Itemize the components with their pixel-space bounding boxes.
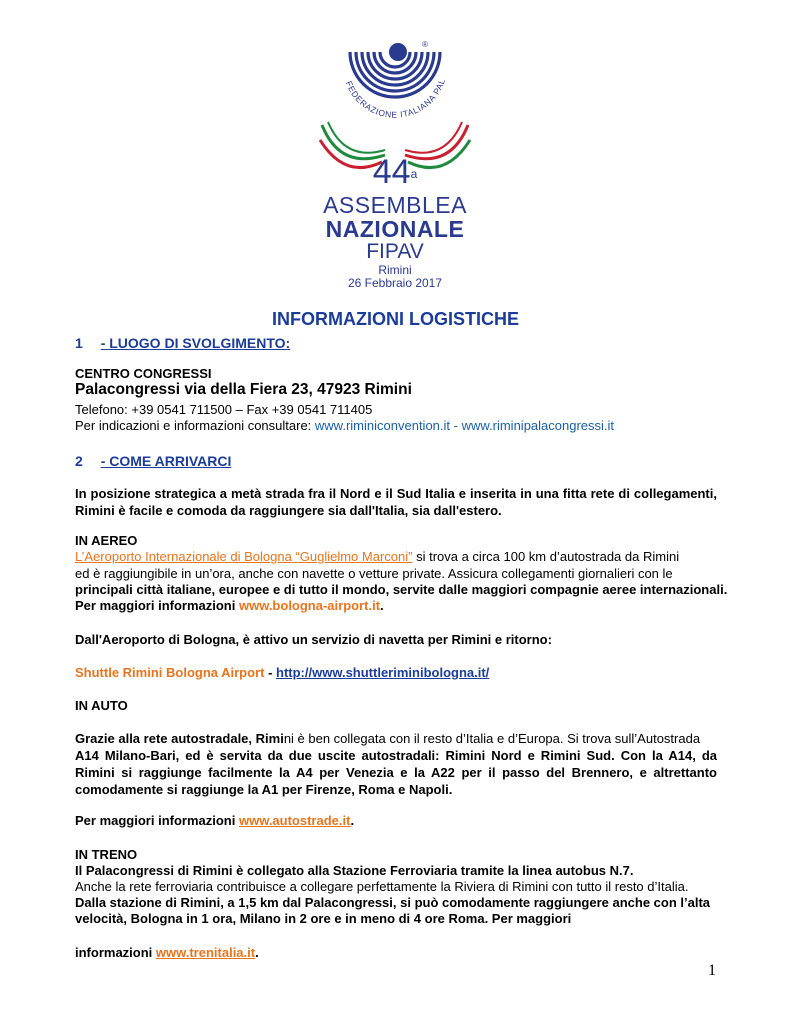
trenitalia-link[interactable]: www.trenitalia.it <box>155 945 256 960</box>
shuttle-link[interactable]: http://www.shuttleriminibologna.it/ <box>276 665 490 680</box>
aereo-line2: ed è raggiungibile in un’ora, anche con navette o vetture private. Assicura collegamenti giornalieri con le <box>75 566 673 581</box>
registered-mark: ® <box>422 40 428 49</box>
venue-name: Palacongressi via della Fiera 23, 47923 Rimini <box>75 381 412 398</box>
aereo-line3: principali città italiane, europee e di tutto il mondo, servite dalle maggiori compagnie aeree internazionali. <box>75 582 728 597</box>
ball-icon <box>389 43 407 61</box>
section2-intro: In posizione strategica a metà strada fra il Nord e il Sud Italia e inserita in una fitta rete di collegamenti, Rimini è facile e comoda da raggiungere sia dall'Italia, sia dall'estero. <box>75 486 717 518</box>
page-title: INFORMAZIONI LOGISTICHE <box>272 309 519 329</box>
venue-phone: Telefono: +39 0541 711500 – Fax +39 0541 711405 <box>75 402 373 417</box>
venue-label: CENTRO CONGRESSI <box>75 366 212 381</box>
page-number: 1 <box>708 962 716 979</box>
section1-number: 1 <box>75 335 83 351</box>
section2-heading-text: - COME ARRIVARCI <box>100 453 232 469</box>
auto-more: Per maggiori informazioni www.autostrade.it. <box>75 813 355 828</box>
bologna-airport-link[interactable]: www.bologna-airport.it <box>238 598 381 613</box>
airport-link[interactable]: L’Aeroporto Internazionale di Bologna “Guglielmo Marconi” <box>75 549 413 564</box>
svg-text:FEDERAZIONE ITALIANA PALLAVOLO: FEDERAZIONE ITALIANA PAL <box>343 77 448 120</box>
treno-line3: Dalla stazione di Rimini, a 1,5 km dal Palacongressi, si può comodamente raggiungere anche con l’alta <box>75 895 711 910</box>
shuttle-line: Shuttle Rimini Bologna Airport - http://www.shuttleriminibologna.it/ <box>75 665 490 680</box>
auto-line1: Grazie alla rete autostradale, Rimini è ben collegata con il resto d’Italia e d’Europa. Si trova sull’Autostrada <box>75 731 701 746</box>
shuttle-name: Shuttle Rimini Bologna Airport <box>75 665 265 680</box>
aereo-line1: L’Aeroporto Internazionale di Bologna “Guglielmo Marconi” si trova a circa 100 km d’autostrada da Rimini <box>75 549 680 564</box>
logo-line2: NAZIONALE <box>325 216 465 242</box>
treno-more: informazioni www.trenitalia.it. <box>75 945 259 960</box>
treno-line2: Anche la rete ferroviaria contribuisce a collegare perfettamente la Riviera di Rimini con tutto il resto d’Italia. <box>75 879 689 894</box>
logo-date: 26 Febbraio 2017 <box>347 276 443 290</box>
auto-body: A14 Milano-Bari, ed è servita da due uscite autostradali: Rimini Nord e Rimini Sud. Con la A14, da Rimini si raggiunge facilmente la A4 per Venezia e la A22 per il passo del Brennero, e altrettanto comodamente si raggiunge la A1 per Firenze, Roma e Napoli. <box>75 748 717 797</box>
section2-heading <box>75 453 231 469</box>
section1-heading-text: - LUOGO DI SVOLGIMENTO: <box>100 335 291 351</box>
treno-heading: IN TRENO <box>75 847 138 862</box>
riminipalacongressi-link[interactable]: www.riminipalacongressi.it <box>461 418 615 433</box>
venue-info: Per indicazioni e informazioni consultare: www.riminiconvention.it - www.riminipalacongressi.it <box>75 418 615 433</box>
logo-city: Rimini <box>378 263 412 277</box>
fipav-logo <box>300 30 490 292</box>
treno-line1: Il Palacongressi di Rimini è collegato alla Stazione Ferroviaria tramite la linea autobus N.7. <box>75 863 634 878</box>
aereo-more: Per maggiori informazioni www.bologna-airport.it. <box>75 598 384 613</box>
section1-heading <box>75 335 290 351</box>
autostrade-link[interactable]: www.autostrade.it <box>238 813 351 828</box>
logo-edition: 44$^a$ <box>372 153 418 191</box>
treno-line4: velocità, Bologna in 1 ora, Milano in 2 ore e in meno di 4 ore Roma. Per maggiori <box>75 911 572 926</box>
logo-line3: FIPAV <box>366 240 424 263</box>
riminiconvention-link[interactable]: www.riminiconvention.it <box>314 418 451 433</box>
shuttle-intro: Dall'Aeroporto di Bologna, è attivo un servizio di navetta per Rimini e ritorno: <box>75 632 552 647</box>
aereo-heading: IN AEREO <box>75 533 138 548</box>
auto-heading: IN AUTO <box>75 698 128 713</box>
section2-number: 2 <box>75 453 83 469</box>
logo-line1: ASSEMBLEA <box>323 192 467 218</box>
